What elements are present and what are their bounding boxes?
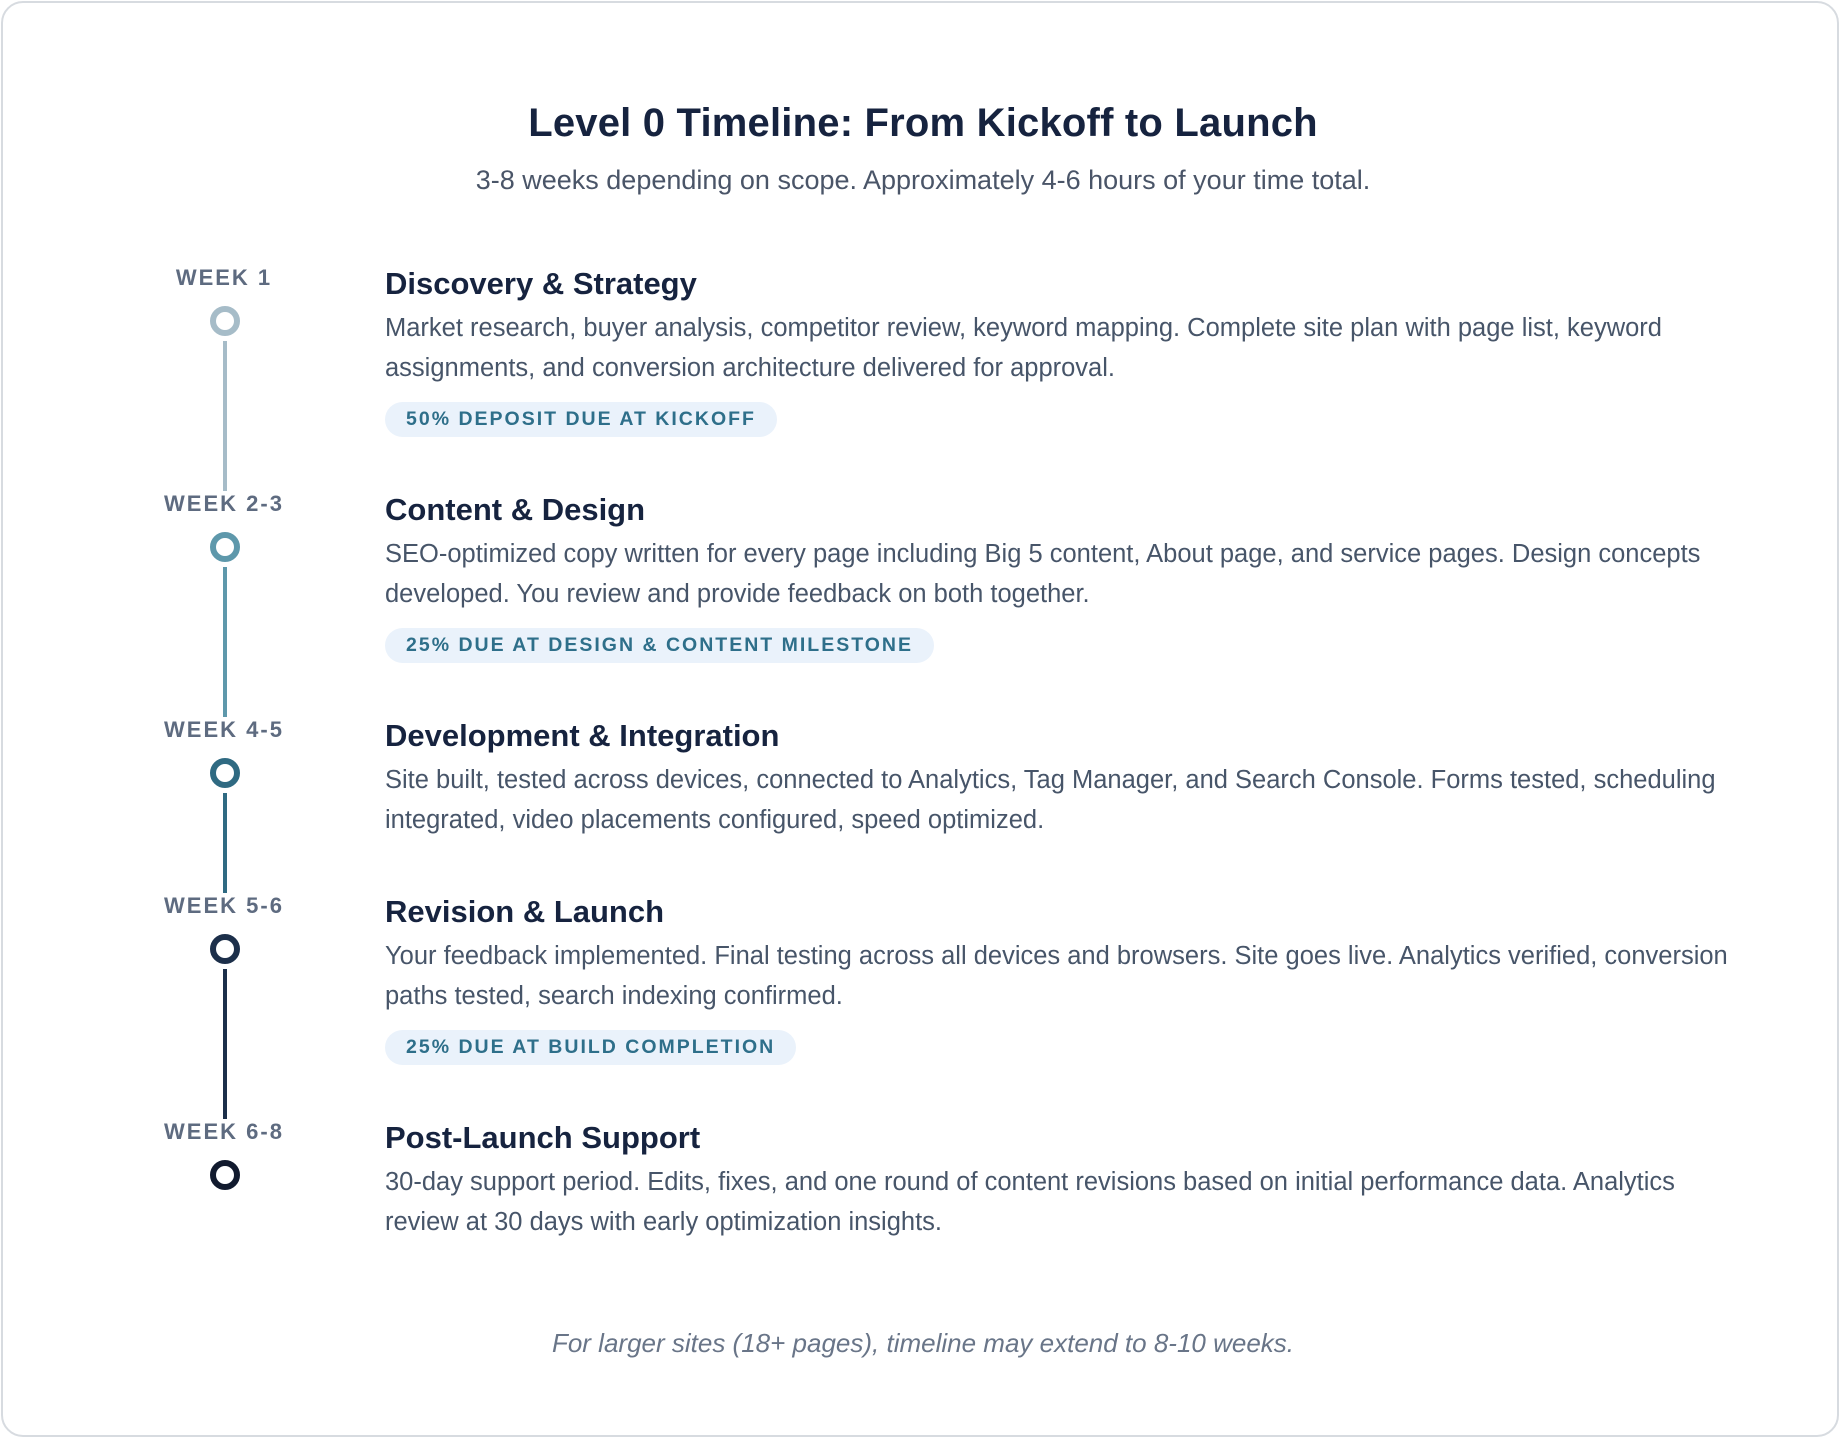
payment-badge: 25% DUE AT BUILD COMPLETION	[385, 1030, 796, 1065]
step-description: SEO-optimized copy written for every page including Big 5 content, About page, and service pages. Design concepts developed. You review and provide feedback on both together.	[385, 540, 1701, 608]
week-label: WEEK 2-3	[164, 491, 284, 516]
step-title: Development & Integration	[385, 718, 780, 753]
timeline-connector	[223, 341, 227, 491]
timeline-node	[210, 1160, 240, 1190]
timeline-node	[210, 758, 240, 788]
step-description: Site built, tested across devices, connected to Analytics, Tag Manager, and Search Console. Forms tested, scheduling integrated, video placements configured, speed optimized.	[385, 766, 1716, 834]
step-description: Market research, buyer analysis, competitor review, keyword mapping. Complete site plan with page list, keyword assignments, and conversion architecture delivered for approval.	[385, 314, 1662, 382]
footnote: For larger sites (18+ pages), timeline may extend to 8-10 weeks.	[551, 1328, 1295, 1358]
payment-badge: 50% DEPOSIT DUE AT KICKOFF	[385, 402, 777, 437]
week-label: WEEK 4-5	[164, 717, 284, 742]
timeline-node	[210, 532, 240, 562]
step-description: Your feedback implemented. Final testing across all devices and browsers. Site goes live. Analytics verified, conversion paths tested, search indexing confirmed.	[385, 942, 1728, 1010]
timeline-connector	[223, 793, 227, 893]
step-title: Post-Launch Support	[385, 1120, 701, 1155]
week-label: WEEK 6-8	[164, 1119, 284, 1144]
timeline-node	[210, 306, 240, 336]
payment-badge: 25% DUE AT DESIGN & CONTENT MILESTONE	[385, 628, 934, 663]
page-subtitle: 3-8 weeks depending on scope. Approximately 4-6 hours of your time total.	[475, 165, 1371, 195]
step-title: Content & Design	[385, 492, 646, 527]
timeline-connector	[223, 969, 227, 1119]
week-label: WEEK 1	[175, 265, 273, 290]
timeline-node	[210, 934, 240, 964]
week-label: WEEK 5-6	[164, 893, 284, 918]
step-title: Discovery & Strategy	[385, 266, 697, 301]
timeline-card	[1, 1, 1839, 1437]
timeline-connector	[223, 567, 227, 717]
step-description: 30-day support period. Edits, fixes, and one round of content revisions based on initial performance data. Analytics review at 30 days with early optimization insights.	[385, 1168, 1675, 1236]
step-title: Revision & Launch	[385, 894, 665, 929]
page-title: Level 0 Timeline: From Kickoff to Launch	[528, 101, 1318, 145]
